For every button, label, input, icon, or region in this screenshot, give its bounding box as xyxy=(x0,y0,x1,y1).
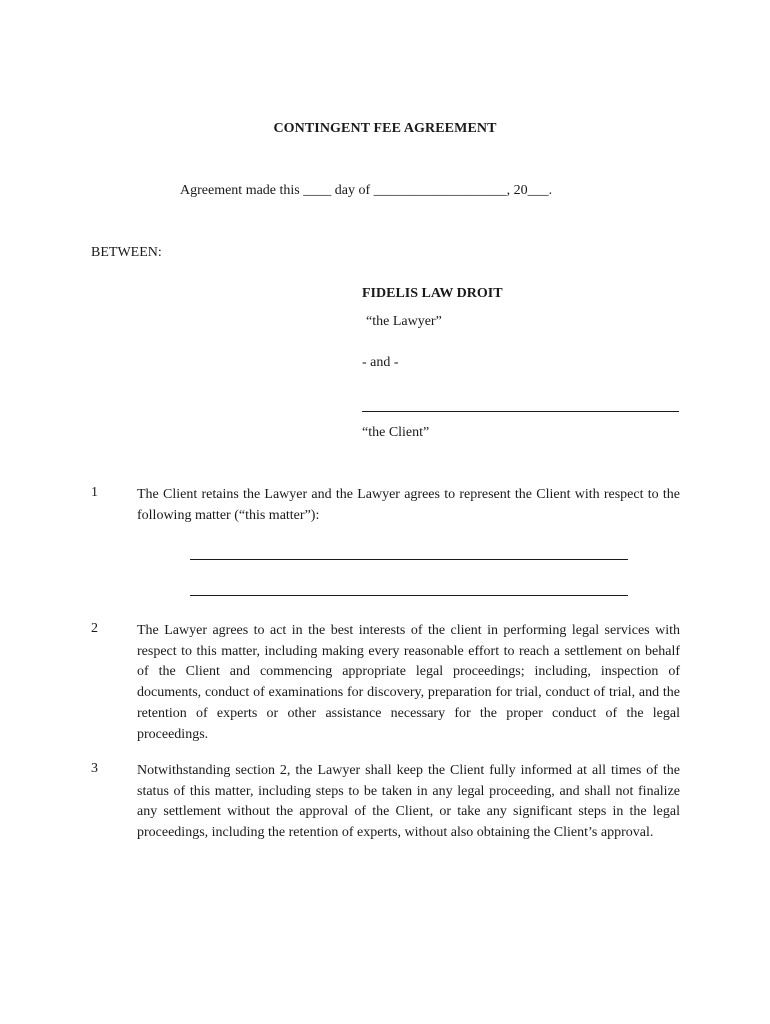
section-number: 3 xyxy=(91,761,98,776)
matter-blank-line xyxy=(190,559,628,560)
client-label: “the Client” xyxy=(362,425,430,440)
document-title: CONTINGENT FEE AGREEMENT xyxy=(273,121,497,136)
between-label: BETWEEN: xyxy=(91,245,162,260)
section-text: The Client retains the Lawyer and the Lawyer agrees to represent the Client with respect to the following matter (“this matter”): xyxy=(137,487,680,523)
section-text: The Lawyer agrees to act in the best interests of the client in performing legal services with respect to this matter, including making every reasonable effort to reach a settlement on behalf of the Client and commencing appropriate legal proceedings; including, inspection of documents, conduct of examinations for discovery, preparation for trial, conduct of trial, and the retention of experts or other assistance necessary for the proper conduct of the legal proceedings. xyxy=(137,623,680,742)
section-number: 1 xyxy=(91,485,98,500)
client-name-blank-line xyxy=(362,411,679,412)
section-number: 2 xyxy=(91,621,98,636)
section-text: Notwithstanding section 2, the Lawyer shall keep the Client fully informed at all times of the status of this matter, including steps to be taken in any legal proceeding, and shall not finalize any settlement without the approval of the Client, or take any significant steps in the legal proceedings, including the retention of experts, without also obtaining the Client’s approval. xyxy=(137,763,680,841)
matter-blank-line xyxy=(190,595,628,596)
lawyer-label: “the Lawyer” xyxy=(366,314,442,329)
and-separator: - and - xyxy=(362,355,399,370)
lawyer-firm-name: FIDELIS LAW DROIT xyxy=(362,286,503,301)
agreement-date-line: Agreement made this ____ day of ___________________, 20___. xyxy=(180,183,553,198)
